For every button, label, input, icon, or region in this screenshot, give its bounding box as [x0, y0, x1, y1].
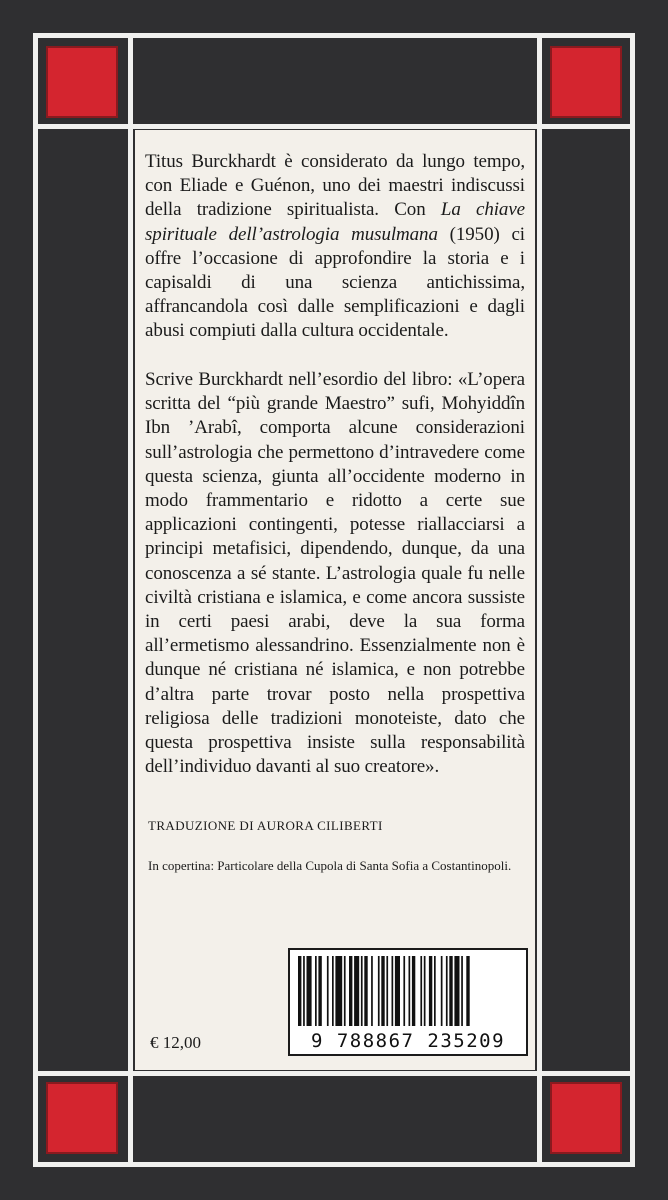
barcode-bar — [403, 956, 405, 1026]
intro-text-start: Titus Burckhardt è considerato da lungo tempo, con Eliade e Guénon, uno dei maestri indiscussi della tradizione spiritualista. Con — [145, 151, 525, 221]
barcode-bar — [466, 956, 469, 1026]
barcode-bar — [449, 956, 452, 1026]
barcode-bar — [344, 956, 346, 1026]
corner-square-top-right — [550, 46, 622, 118]
barcode-bar — [409, 956, 411, 1026]
barcode-bar — [364, 956, 367, 1026]
barcode-bar — [429, 956, 432, 1026]
corner-square-bottom-right — [550, 1082, 622, 1154]
barcode-bar — [441, 956, 443, 1026]
frame-line-bottom-inner — [33, 1071, 635, 1076]
quote-paragraph: Scrive Burckhardt nell’esordio del libro: «L’opera scritta del “più grande Maestro” sufi, Mohyiddîn Ibn ’Arabî, comporta alcune considerazioni sull’astrologia che permettono d’intravedere come questa scienza, giunta all’occidente moderno in modo frammentario e ridotto a certe sue applicazioni contingenti, potesse riallacciarsi a principi metafisici, dipendendo, dunque, da una conoscenza a sé stante. L’astrologia quale fu nelle civiltà cristiana e islamica, e come ancora sussiste in certi paesi arabi, deve la sua forma all’ermetismo alessandrino. Essenzialmente non è dunque né cristiana né islamica, e non potrebbe d’altra parte trovar posto nella prospettiva religiosa delle tradizioni monoteiste, dato che questa prospettiva insiste sulla responsabilità dell’individuo davanti al suo creatore». — [145, 369, 525, 778]
translation-credit: TRADUZIONE DI AURORA CILIBERTI — [148, 818, 383, 833]
isbn-barcode — [288, 948, 528, 1056]
barcode-bar — [392, 956, 394, 1026]
isbn-number: 9 788867 235209 — [310, 1030, 506, 1052]
frame-line-left-outer — [33, 33, 38, 1167]
barcode-bar — [381, 956, 384, 1026]
barcode-bar — [318, 956, 321, 1026]
barcode-bar — [303, 956, 305, 1026]
barcode-bar — [424, 956, 426, 1026]
barcode-bar — [395, 956, 400, 1026]
barcode-bar — [412, 956, 415, 1026]
barcode-bar — [354, 956, 359, 1026]
frame-line-right-outer — [630, 33, 635, 1167]
price: € 12,00 — [150, 1033, 201, 1052]
barcode-bar — [327, 956, 329, 1026]
barcode-bar — [361, 956, 363, 1026]
barcode-bar — [446, 956, 448, 1026]
frame-line-top-inner — [33, 124, 635, 129]
barcode-bar — [335, 956, 342, 1026]
frame-line-left-inner — [128, 33, 133, 1167]
barcode-bar — [315, 956, 317, 1026]
barcode-bar — [307, 956, 312, 1026]
frame-line-right-inner — [537, 33, 542, 1167]
intro-paragraph — [145, 150, 525, 344]
corner-square-top-left — [46, 46, 118, 118]
intro-text-end: (1950) ci offre l’occasione di approfondire la storia e i capisaldi di una scienza antichissima, affrancandola così dalle semplificazioni e dagli abusi compiuti dalla cultura occidentale. — [145, 223, 525, 342]
frame-line-bottom-outer — [33, 1162, 635, 1167]
barcode-bar — [461, 956, 463, 1026]
barcode-bar — [298, 956, 301, 1026]
barcode-bar — [332, 956, 334, 1026]
barcode-bar — [386, 956, 388, 1026]
barcode-bar — [378, 956, 380, 1026]
barcode-bar — [454, 956, 459, 1026]
book-title: La chiave spirituale dell’astrologia musulmana — [145, 199, 525, 245]
barcode-bar — [349, 956, 352, 1026]
barcode-bar — [434, 956, 436, 1026]
barcode-bars — [296, 956, 520, 1026]
barcode-bar — [371, 956, 373, 1026]
cover-image-note: In copertina: Particolare della Cupola di Santa Sofia a Costantinopoli. — [148, 858, 512, 873]
frame-line-top-outer — [33, 33, 635, 38]
corner-square-bottom-left — [46, 1082, 118, 1154]
barcode-bar — [420, 956, 422, 1026]
